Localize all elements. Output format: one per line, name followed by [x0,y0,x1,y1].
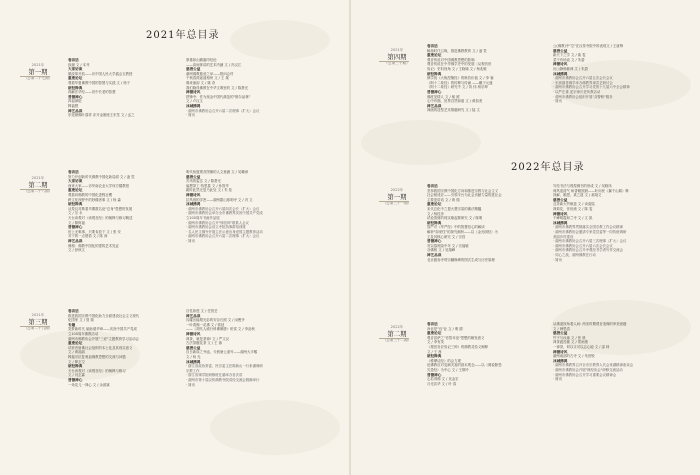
toc-entry: 再解法华经——初中长老的智慧 [68,90,116,95]
news-bullet: · 湖州市佛教界召开全市宗教界人代会来湖精神座谈会 [553,363,634,368]
issue-divider [20,189,50,190]
issue-label [375,188,419,206]
issue-label [375,48,419,66]
section-heading: 禅艺品读 [68,238,83,243]
section-heading: 大家访谈 [68,67,83,72]
toc-entry: 做改革开放——访中国人民大学盛会玉教授 [68,71,133,76]
toc-entry: 四祖禅院 [68,99,82,104]
toc-entry: 观音菩萨之"音智耳论"思想的阐发意义 [427,335,485,340]
issue-label [16,313,60,331]
toc-entry: 湖州南部的古寺 文 / 朱世锐 [553,354,595,359]
toc-entry: ——高间掌讲的艺术内涵 文 / 冯汉江 [186,62,242,67]
toc-entry: 佛相：佛教中国化的建筑艺术见证 [68,243,119,248]
toc-entry: 心中有佛，世界自然和谐 文 / 黄如美 [427,99,483,104]
section-heading: 禅德诗风 [186,192,201,197]
toc-entry: 千峰明霞和兰寺 文 / 文 凯 [553,216,593,221]
issue-name: 第二期 [387,330,407,338]
section-heading: 研经释典 [427,71,442,76]
toc-entry: 闪耀出能增光彩的安臣石照 文 / 闵俊爷 [186,318,245,323]
section-heading: 重要论坛 [68,76,83,81]
issue-name: 第一期 [387,193,407,201]
toc-entry: 对于的一点感悟 文 / 陈 涛 [68,234,108,239]
section-heading: 普德禅心 [427,372,442,377]
issue-year: 2022年 [390,325,404,329]
toc-entry: 禅茶渡苦廊 文 / 郑雨康 [553,340,588,345]
toc-column [427,184,545,262]
section-heading: 慈善公益 [553,331,568,336]
toc-column [186,170,321,244]
page-title-2022: 2022年总目录 [511,162,585,173]
toc-entry: 明代鱼篮观音图像的人文意涵 文 / 吴曦涛 [186,170,249,174]
toc-entry: 智严对《华严经》中的智慧信心的解读 [427,225,485,230]
section-heading: 普德禅心 [427,239,442,244]
news-bullet: · 湖州市佛教协会召开"铸信仰"联系人会议 [186,220,249,225]
toc-entry: 试论善财的现实缘起要研究 文 / 陈明 [427,216,483,221]
toc-entry: 禅菊花，伴世流 文 / 陈 雯 [553,206,593,211]
toc-entry: 文 / 卢汉文 [186,99,203,104]
issue-subtitle: （总第二十八期） [23,189,53,193]
section-heading: 重要论坛 [68,341,83,346]
news-bullet: · 同心之战，湖州佛教在行动 [553,252,596,257]
toc-entry: 心若得佛 文 / 吴金宏 [427,377,459,382]
news-bullet: · 湖州市佛教协会召开六届二次理事（扩大）会议 [186,108,260,113]
section-heading: 卷首语 [427,184,438,188]
toc-entry: 文 / 黄福丽 [68,350,85,355]
toc-entry: 西来大家——访华南农业大学何方耀教授 [68,183,130,188]
toc-column [427,322,545,386]
toc-entry: 社会相适应——引领平台为社会贡献力量的进社会 [427,193,502,198]
toc-entry: 《阿十二象经》的传释与传诵 ——戴子元盛 [427,80,493,85]
toc-entry: 文 / 王 茜 [427,349,442,354]
toc-entry: 解析"如来性"的探究阐析——以《金光明经》为 [427,229,498,234]
section-heading: 禅德诗风 [186,90,201,95]
issue-subtitle: （总第二十七期） [23,76,53,80]
toc-entry: 天台读观对《读观音经》的阐释与修习 [68,368,126,373]
section-heading: 冰城拂鸿 [186,103,201,108]
toc-entry: 《维摩诘经》的会力观 [427,358,461,363]
section-heading: 禅德诗风 [553,349,568,354]
issue-label [16,176,60,194]
toc-entry: 《阿十二象经》研究中 文 / 刘 伟 杨宗坤 [427,85,488,90]
news-bullet: · 东滨慈善佛学举办佛教界禅武艺研讨会 [553,80,613,85]
section-heading: 大家访谈 [68,179,83,184]
toc-entry: 净业是"良"业 文 / 明 德 [427,326,463,331]
section-heading: 禅德诗风 [186,331,201,336]
toc-entry: 偏想茶工·待思慕 文 / 孙智华 [186,183,229,188]
toc-entry: 灾患经》为中心 文 / 王倩玲 [427,367,469,372]
toc-entry: 公(佛教)中"空"在汉传寺院中的表现文 / 王唐锋 [553,44,624,48]
section-heading: 卷首语 [68,309,79,313]
section-heading: 卷首语 [427,322,438,326]
toc-entry: 文 / 宗 永 [68,211,83,216]
toc-entry: 文 / 彭秋文 [68,248,85,253]
toc-entry: 宋代总化中之提大慧宗杲的佛法精髓 [427,206,482,211]
decorative-cloud [210,400,340,455]
toc-entry: 文 / 杨桂彦 [427,211,444,216]
section-heading: 冰城拂鸿 [186,202,201,207]
toc-entry: 跳时此然无复乃此处 文 / 朱 桂 [186,188,233,193]
news-bullet: · 简讯 [186,113,195,118]
toc-entry: 文 / 释玄空 [68,359,85,364]
toc-entry: 我们晓得佛教在中华文明里的 文 / 陈萧光 [186,85,249,90]
news-bullet: · 湖州市佛教协会召开六届四次会长（扩大）会议 [186,206,260,211]
toc-entry: 主要更讲话 文 / 黄 瑞 [427,197,460,202]
section-heading: 冰城拂鸿 [553,71,568,76]
toc-entry: 观看华夏佛教中国的智慧与实践 文 / 杨子 [68,80,131,85]
toc-column [553,322,693,382]
toc-entry: 禅茶，就是茶禅! 文 / 严文汉 [186,336,230,341]
toc-entry: 跨文化视野中的妙臻者事 文 / 杨 森 [68,197,121,202]
issue-year: 2021年 [31,176,45,180]
toc-entry: 历山静佛修禅 文 / 朱碧 [553,66,588,71]
news-bullet: · 湖州市佛教协会召开六届三次理事（扩大）会议 [553,239,627,244]
toc-entry: 天台读观对《读观音经》的阐释与修习概述 [68,215,133,220]
issue-divider [20,326,50,327]
section-heading: 慈善公益 [186,345,201,350]
toc-entry: 文 / 韩思清 [553,326,570,331]
issue-subtitle: （总第三十期） [384,61,410,65]
news-bullet: 立100周年书画作品展 [186,215,220,220]
toc-entry: 文 / 杨 光 [186,354,201,359]
issue-name: 第三期 [28,318,48,326]
section-heading: 禅德诗风 [553,211,568,216]
section-heading: 普德禅心 [427,89,442,94]
toc-entry: 观音传说对中国佛教思想的影响 [427,57,475,62]
section-heading: 研经释典 [68,85,83,90]
toc-entry: 一禅茶，何以又可以忘心地 文 / 邵 林 [553,344,610,349]
toc-entry: 释福慧 [68,103,79,108]
toc-entry: 论佛教应对变病灾害的基本观念——以《佛说除恐 [427,363,502,368]
section-heading: 冰城拂鸿 [186,359,201,364]
toc-entry: 坚持我国宗教中国化方向和推进宗教与社会主义 [427,188,499,193]
toc-entry: 从佛道视角看人间: 两宋时期观音造像的审美意趣 [553,322,627,326]
news-bullet: · 湖州市佛教协会设立寺院执事群培训班 [186,225,246,230]
section-heading: 研经释典 [427,354,442,359]
toc-entry: 古法茶酿花茶 文 / 王 蓉 [186,341,222,346]
news-bullet: · 湖州市佛教协会召开学习重要会议精神会 [553,372,617,377]
news-bullet: · 湖州市佛教协会邀请专家党员委等一同传统调研 [553,229,627,234]
section-heading: 慈善公益 [186,67,201,72]
news-bullet: · 简讯 [553,257,562,262]
toc-entry: 努力开创新时代佛教中国化新局面 文 / 凌 觉 [68,174,135,179]
news-bullet: · 湖州市佛教协会召开六届六次会长会议 [553,243,613,248]
issue-year: 2021年 [31,313,45,317]
issue-subtitle: （总第三十二期） [382,338,412,342]
toc-entry: 试析晋唐佛社会组织的本土化及其现实意义 [68,345,133,350]
toc-entry: 文 / 闫玄霖 [68,373,85,378]
section-heading: 冰城拂鸿 [553,220,568,225]
toc-entry: 主及其核心研究 文 / 宗昌 [427,234,466,239]
toc-column [186,58,316,118]
toc-entry: 写经书法与敦煌佛书的形成 文 / 吴晓玮 [553,184,612,188]
news-bullet: · 湖州市佛教协会召开寺观经书学者写作交流会 [553,248,623,253]
section-heading: 禅艺品读 [427,252,442,257]
toc-entry: 佛来童韵 文 / 姚 奇 [186,80,216,85]
decorative-cloud [230,20,330,60]
issue-label [375,325,419,343]
issue-year: 2021年 [390,48,404,52]
toc-entry: 禅画的造型艺术情趣研究 文 / 陆 文 [427,108,480,113]
toc-entry: 释迦宗抗复奥祖佛教思想的交流与问题 [68,354,126,359]
toc-entry: 荷风迎清气 和香暖照晨——叶向民《翼千山翁》释 [553,188,629,193]
news-bullet: · 湖州市佛教协会召开学习党的十九届六中全会精神 [553,85,630,90]
toc-column [68,58,180,118]
toc-entry: 世上无难事，只要肯放下 文 / 张 安 [68,229,121,234]
toc-entry: 律学视《大般涅槃经》的般若价值 文 / 李 蓉 [427,76,494,81]
section-heading: 禅艺品读 [427,103,442,108]
toc-entry: 干秋春湾遥遥相州 文 / 王 晟 [186,76,229,81]
toc-column [186,309,321,387]
news-bullet: · 以严庄重 逆宗师长老传教活动 [553,89,601,94]
toc-entry: 观音传说在中华佛学史中的发展（从观音世 [427,62,492,67]
toc-entry: 自日新岗之寺庙，今晨斋公道号——湖州大平喉 [186,350,258,355]
toc-entry: 化国家 文 / 管 瑞 [68,318,94,323]
toc-entry: 北京慈寿寺塔宗翻修碑的图式生成与历史原理 [427,257,495,262]
toc-entry: 竹子与孩童 文 / 张 晨 [553,335,586,340]
section-heading: 重要论坛 [427,53,442,58]
news-bullet: · 湖州市佛教协会开展"修经协会"研修交流活动 [553,367,623,372]
toc-entry: ——《胡代人威行科佛像册》析赏 文 / 李品秋 [186,327,255,332]
toc-entry: 文 / 李有茂 [427,340,444,345]
news-bullet: · 浙江省政协常委、民宗委主任陈新山一行来湖调研 [186,364,263,369]
section-heading: 卷首语 [427,44,438,48]
section-heading: 研经释典 [427,220,442,225]
section-heading: 卷首语 [68,58,79,62]
news-bullet: · 简讯 [186,238,195,243]
right-page [351,0,700,475]
issue-year: 2021年 [31,63,45,67]
toc-entry: 谷佛相 文 / 吴翔峰 [427,248,456,253]
toc-entry: 铁锋寺：作为现金中国代典范的"都尔品林" [186,94,251,99]
news-bullet: · 名人民文佛寺开展主法示意出身爱国主题教育活动 [186,229,263,234]
left-page [0,0,349,475]
toc-entry: 苏讯的姿态 文 / 陈萧光 [186,179,221,184]
toc-entry: 新天下之学 文 / 曲 雯 [553,53,586,58]
toc-entry: 且异新大贸赋盖 文 / 谈莫铭 [553,202,595,207]
toc-entry: 文 / 释阿福 [68,220,85,225]
issue-divider [379,338,409,339]
page-title-2021: 2021年总目录 [146,30,220,41]
toc-entry: 自性如莲 文 / 任管芸 [186,309,218,313]
issue-name: 第一期 [28,68,48,76]
section-heading: 禅艺品读 [186,313,201,318]
toc-entry: 拉风现的洋密——湖州霍山寒明寺 文 / 冯 文 [186,197,253,202]
news-bullet: 美丽乡村建设 [553,234,574,239]
toc-column [68,309,180,387]
news-bullet: · 湖州市第十届汉传佛教寺院讲经交流会圆满举行 [186,377,260,382]
section-heading: 慈善公益 [553,48,568,53]
section-heading: 普德禅心 [68,94,83,99]
toc-entry: 观看向佛教的中国化进程社稷 [68,192,113,197]
news-bullet: · 湖州市佛教界贯彻落实全国宗教工作会议精神 [553,225,623,230]
news-bullet: · 湖州市佛教协会组织开展"双警修"服务 [553,94,613,99]
toc-column [427,44,545,113]
toc-entry: 验记）史料视角 文 / 王晓瑜 文 / 杨兆敏 [427,66,487,71]
news-bullet: · 简讯 [553,99,562,104]
section-heading: 禅艺品读 [68,108,83,113]
toc-entry: 笑梦新时代 砥砺谱华章——庆祝中国共产党成 [68,327,137,332]
news-bullet: · 湖州市佛教协会召开六届五次会长会议 [553,76,613,81]
toc-column [553,184,693,262]
issue-divider [379,201,409,202]
section-heading: 普德禅心 [68,225,83,230]
toc-entry: 湖州佛教慈爱之举——慰问会村 [186,71,234,76]
news-bullet: · 湖州市佛教协会召开六届二次理事（扩大）会议 [186,234,260,239]
toc-column [68,170,180,253]
section-heading: 研经释典 [68,364,83,369]
section-heading: 专题 [68,322,76,327]
toc-entry: 一朵花儿一禅心 文 / 余滨斌 [68,382,110,387]
toc-entry: 从梵汉对勘看早期数名论"总身"思想的发展 [68,206,133,211]
section-heading: 重要论坛 [427,331,442,336]
toc-entry: 致谢 文 / 本刊 [68,62,90,67]
section-heading: 慈善公益 [553,197,568,202]
section-heading: 重要论坛 [68,188,83,193]
issue-name: 第四期 [387,53,407,61]
issue-year: 2022年 [390,188,404,192]
toc-entry: 月光宾华 文 / 叶 春 [427,381,457,386]
toc-entry: 厚重如山鹏迦印经论 [186,58,217,62]
section-heading: 卷首语 [68,170,79,174]
section-heading: 重要论坛 [427,202,442,207]
news-bullet: 宗教工作 [186,368,200,373]
section-heading: 普德禅心 [68,377,83,382]
toc-entry: 湖州市佛教协会开展"三爱"主题教育学习活动会 [68,336,139,341]
section-heading: 研经释典 [68,202,83,207]
issue-subtitle: （总第二十九期） [23,326,53,330]
decorative-cloud [361,120,481,165]
news-bullet: · 湖州市佛教协会举办全市佛教界庆祝中国共产党成 [186,211,263,216]
issue-name: 第二期 [28,181,48,189]
section-heading: 慈善公益 [186,174,201,179]
toc-entry: 立100周年佛教活动 [68,331,99,336]
news-bullet: · 简讯 [186,382,195,387]
toc-entry: 推进我国宗教中国化助力全面建设社会主义现代 [68,313,140,318]
toc-entry: 畅扬时代召唤，推进佛教教育 文 / 凌 觉 [427,48,487,53]
issue-divider [20,76,50,77]
section-heading: 冰城拂鸿 [553,358,568,363]
section-heading: 禅德诗风 [553,62,568,67]
news-bullet: · 简讯 [553,377,562,382]
toc-entry: 一叶看佛一花佛 文 / 郭延 [186,322,225,327]
toc-entry: 菜干有场直 文 / 朱碧 [553,57,585,62]
issue-subtitle: （总第三十一期） [382,201,412,205]
issue-divider [379,61,409,62]
toc-entry: 东莞寮佛叶慕祥 亦开金刚座王东笙 文 / 孟之 [68,113,135,118]
news-bullet: · 浙江省律学院研修班在湖举办首次讲 [186,373,243,378]
toc-column [553,44,693,104]
toc-entry: 视解，顺思，真之道 文 / 郝翊文 [553,193,602,198]
toc-entry: 佛度见情人 文 / 郁 照 [427,94,460,99]
issue-label [16,63,60,81]
toc-entry: 勿以慕贵隐中年 文 / 宗福敏 [427,243,469,248]
toc-entry: 《观世音应验记三种》的佛教灵验义阐释 [427,344,489,349]
